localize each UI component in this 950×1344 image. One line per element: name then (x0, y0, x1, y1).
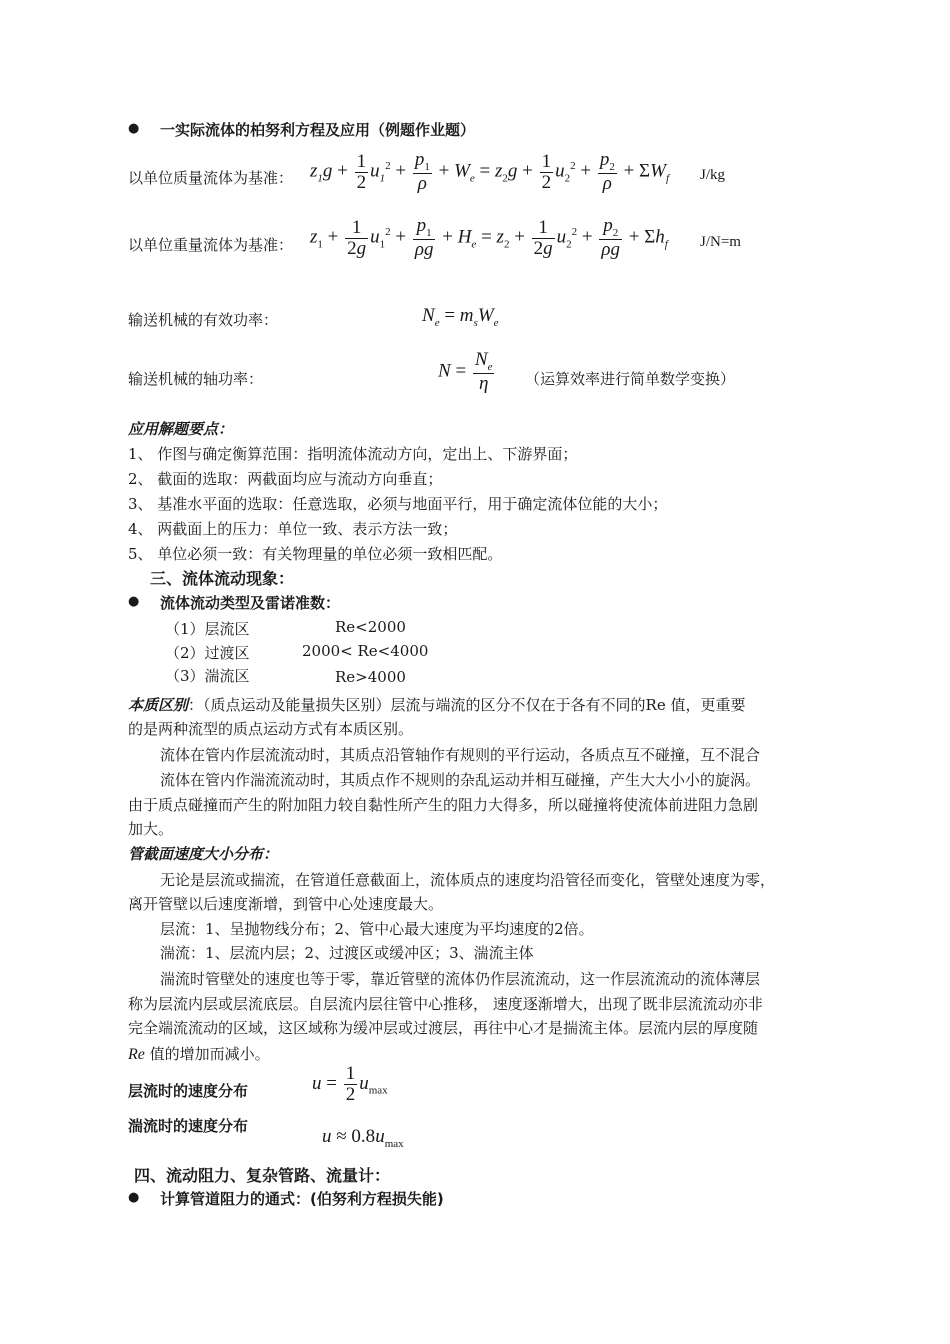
sublayer-paragraph-line3: 完全端流流动的区域，这区域称为缓冲层或过渡层，再往中心才是揣流主体。层流内层的厚度随 (128, 1019, 759, 1037)
eq1-label: 以单位质量流体为基准： (128, 169, 294, 187)
power-label: 输送机械的有效功率： (128, 311, 279, 329)
laminar-distribution-label: 层流时的速度分布 (128, 1082, 249, 1100)
regime-range: Re>4000 (335, 668, 406, 686)
effective-power-formula: $N_e = m_sW_e$ (422, 305, 499, 329)
turbulent-distribution-label: 湍流时的速度分布 (128, 1117, 249, 1135)
essence-paragraph-line1 (128, 694, 745, 715)
turbulent-description-line3: 加大。 (128, 820, 174, 838)
laminar-description: 流体在管内作层流流动时，其质点沿管轴作有规则的平行运动，各质点互不碰撞，互不混合 (160, 746, 761, 764)
re-symbol: Re (128, 1046, 145, 1063)
regime-name: （3）湍流区 (165, 667, 250, 685)
section-title-bernoulli: 一实际流体的柏努利方程及应用（例题作业题） (160, 121, 476, 139)
bernoulli-mass-equation: $z_1g$ + $\frac{1}{2}$ $u_1^2$ + $\frac{p_1}{\rho}$ + $W_e = z_2g$ + $\frac{1}{2}$ $u_2^2$ + $\frac{p_2}{\rho}$ + $\Sigma W_f$ (310, 149, 670, 195)
velocity-paragraph-line2: 离开管壁以后速度渐增，到管中心处速度最大。 (128, 895, 444, 913)
flow-types-heading: 流体流动类型及雷诺准数： (160, 594, 341, 612)
list-item: 1、 作图与确定衡算范围：指明流体流动方向，定出上、下游界面； (128, 445, 578, 463)
sublayer-text: 值的增加而减小。 (144, 1045, 270, 1063)
laminar-summary: 层流：1、呈抛物线分布；2、管中心最大速度为平均速度的2倍。 (160, 920, 594, 938)
velocity-heading: 管截面速度大小分布： (128, 845, 279, 863)
bernoulli-weight-equation: $z_1$ + $\frac{1}{2g}$ $u_1^2$ + $\frac{p_1}{\rho g}$ + $H_e = z_2$ + $\frac{1}{2g}$ $u_2^2$ + $\frac{p_2}{\rho g}$ + $\Sigma h_f$ (310, 215, 668, 261)
list-item: 4、 两截面上的压力：单位一致、表示方法一致； (128, 520, 458, 538)
sublayer-paragraph-line4 (128, 1043, 270, 1064)
bullet-icon: ● (128, 1190, 140, 1205)
essence-paragraph-line2: 的是两种流型的质点运动方式有本质区别。 (128, 720, 414, 738)
eq2-unit: J/N=m (700, 234, 741, 250)
list-item: 3、 基准水平面的选取：任意选取，必须与地面平行，用于确定流体位能的大小； (128, 495, 668, 513)
resistance-formula-heading: 计算管道阻力的通式：(伯努利方程损失能) (160, 1190, 444, 1208)
essence-text: ：（质点运动及能量损失区别）层流与端流的区分不仅在于各有不同的Re 值，更重要 (188, 696, 746, 714)
regime-range: 2000< Re<4000 (302, 642, 429, 660)
turbulent-description-line1: 流体在管内作湍流流动时，其质点作不规则的杂乱运动并相互碰撞，产生大大小小的旋涡。 (160, 771, 761, 789)
shaft-power-formula: N = $\frac{N_e}{\eta}$ (438, 349, 493, 395)
bullet-icon: ● (128, 121, 140, 136)
sublayer-paragraph-line2: 称为层流内层或层流底层。自层流内层往管中心推移， 速度逐渐增大，出现了既非层流流动亦非 (128, 995, 763, 1013)
application-heading: 应用解题要点： (128, 420, 234, 438)
section-title-flow-phenomena: 三、流体流动现象： (150, 569, 295, 588)
regime-name: （1）层流区 (165, 620, 250, 638)
turbulent-description-line2: 由于质点碰撞而产生的附加阻力较自黏性所产生的阻力大得多，所以碰撞将使流体前进阻力急剧 (128, 796, 759, 814)
shaft-note: （运算效率进行简单数学变换） (525, 370, 736, 388)
laminar-velocity-formula: u = $\frac{1}{2}$ $u_{max}$ (312, 1063, 388, 1105)
list-item: 2、 截面的选取：两截面均应与流动方向垂直； (128, 470, 443, 488)
list-item: 5、 单位必须一致：有关物理量的单位必须一致相匹配。 (128, 545, 503, 563)
eq1-unit: J/kg (700, 167, 726, 183)
regime-name: （2）过渡区 (165, 644, 250, 662)
shaft-label: 输送机械的轴功率： (128, 370, 264, 388)
turbulent-summary: 湍流：1、层流内层；2、过渡区或缓冲区；3、湍流主体 (160, 944, 534, 962)
section-title-resistance: 四、流动阻力、复杂管路、流量计： (134, 1166, 391, 1185)
regime-range: Re<2000 (335, 618, 406, 636)
bullet-icon: ● (128, 594, 140, 609)
velocity-paragraph-line1: 无论是层流或揣流，在管道任意截面上，流体质点的速度均沿管径而变化，管壁处速度为零， (160, 871, 776, 889)
turbulent-velocity-formula: $u \approx 0.8u_{max}$ (322, 1126, 404, 1150)
essence-heading: 本质区别 (128, 696, 189, 714)
sublayer-paragraph-line1: 湍流时管壁处的速度也等于零，靠近管壁的流体仍作层流流动，这一作层流流动的流体薄层 (160, 970, 761, 988)
eq2-label: 以单位重量流体为基准： (128, 236, 294, 254)
